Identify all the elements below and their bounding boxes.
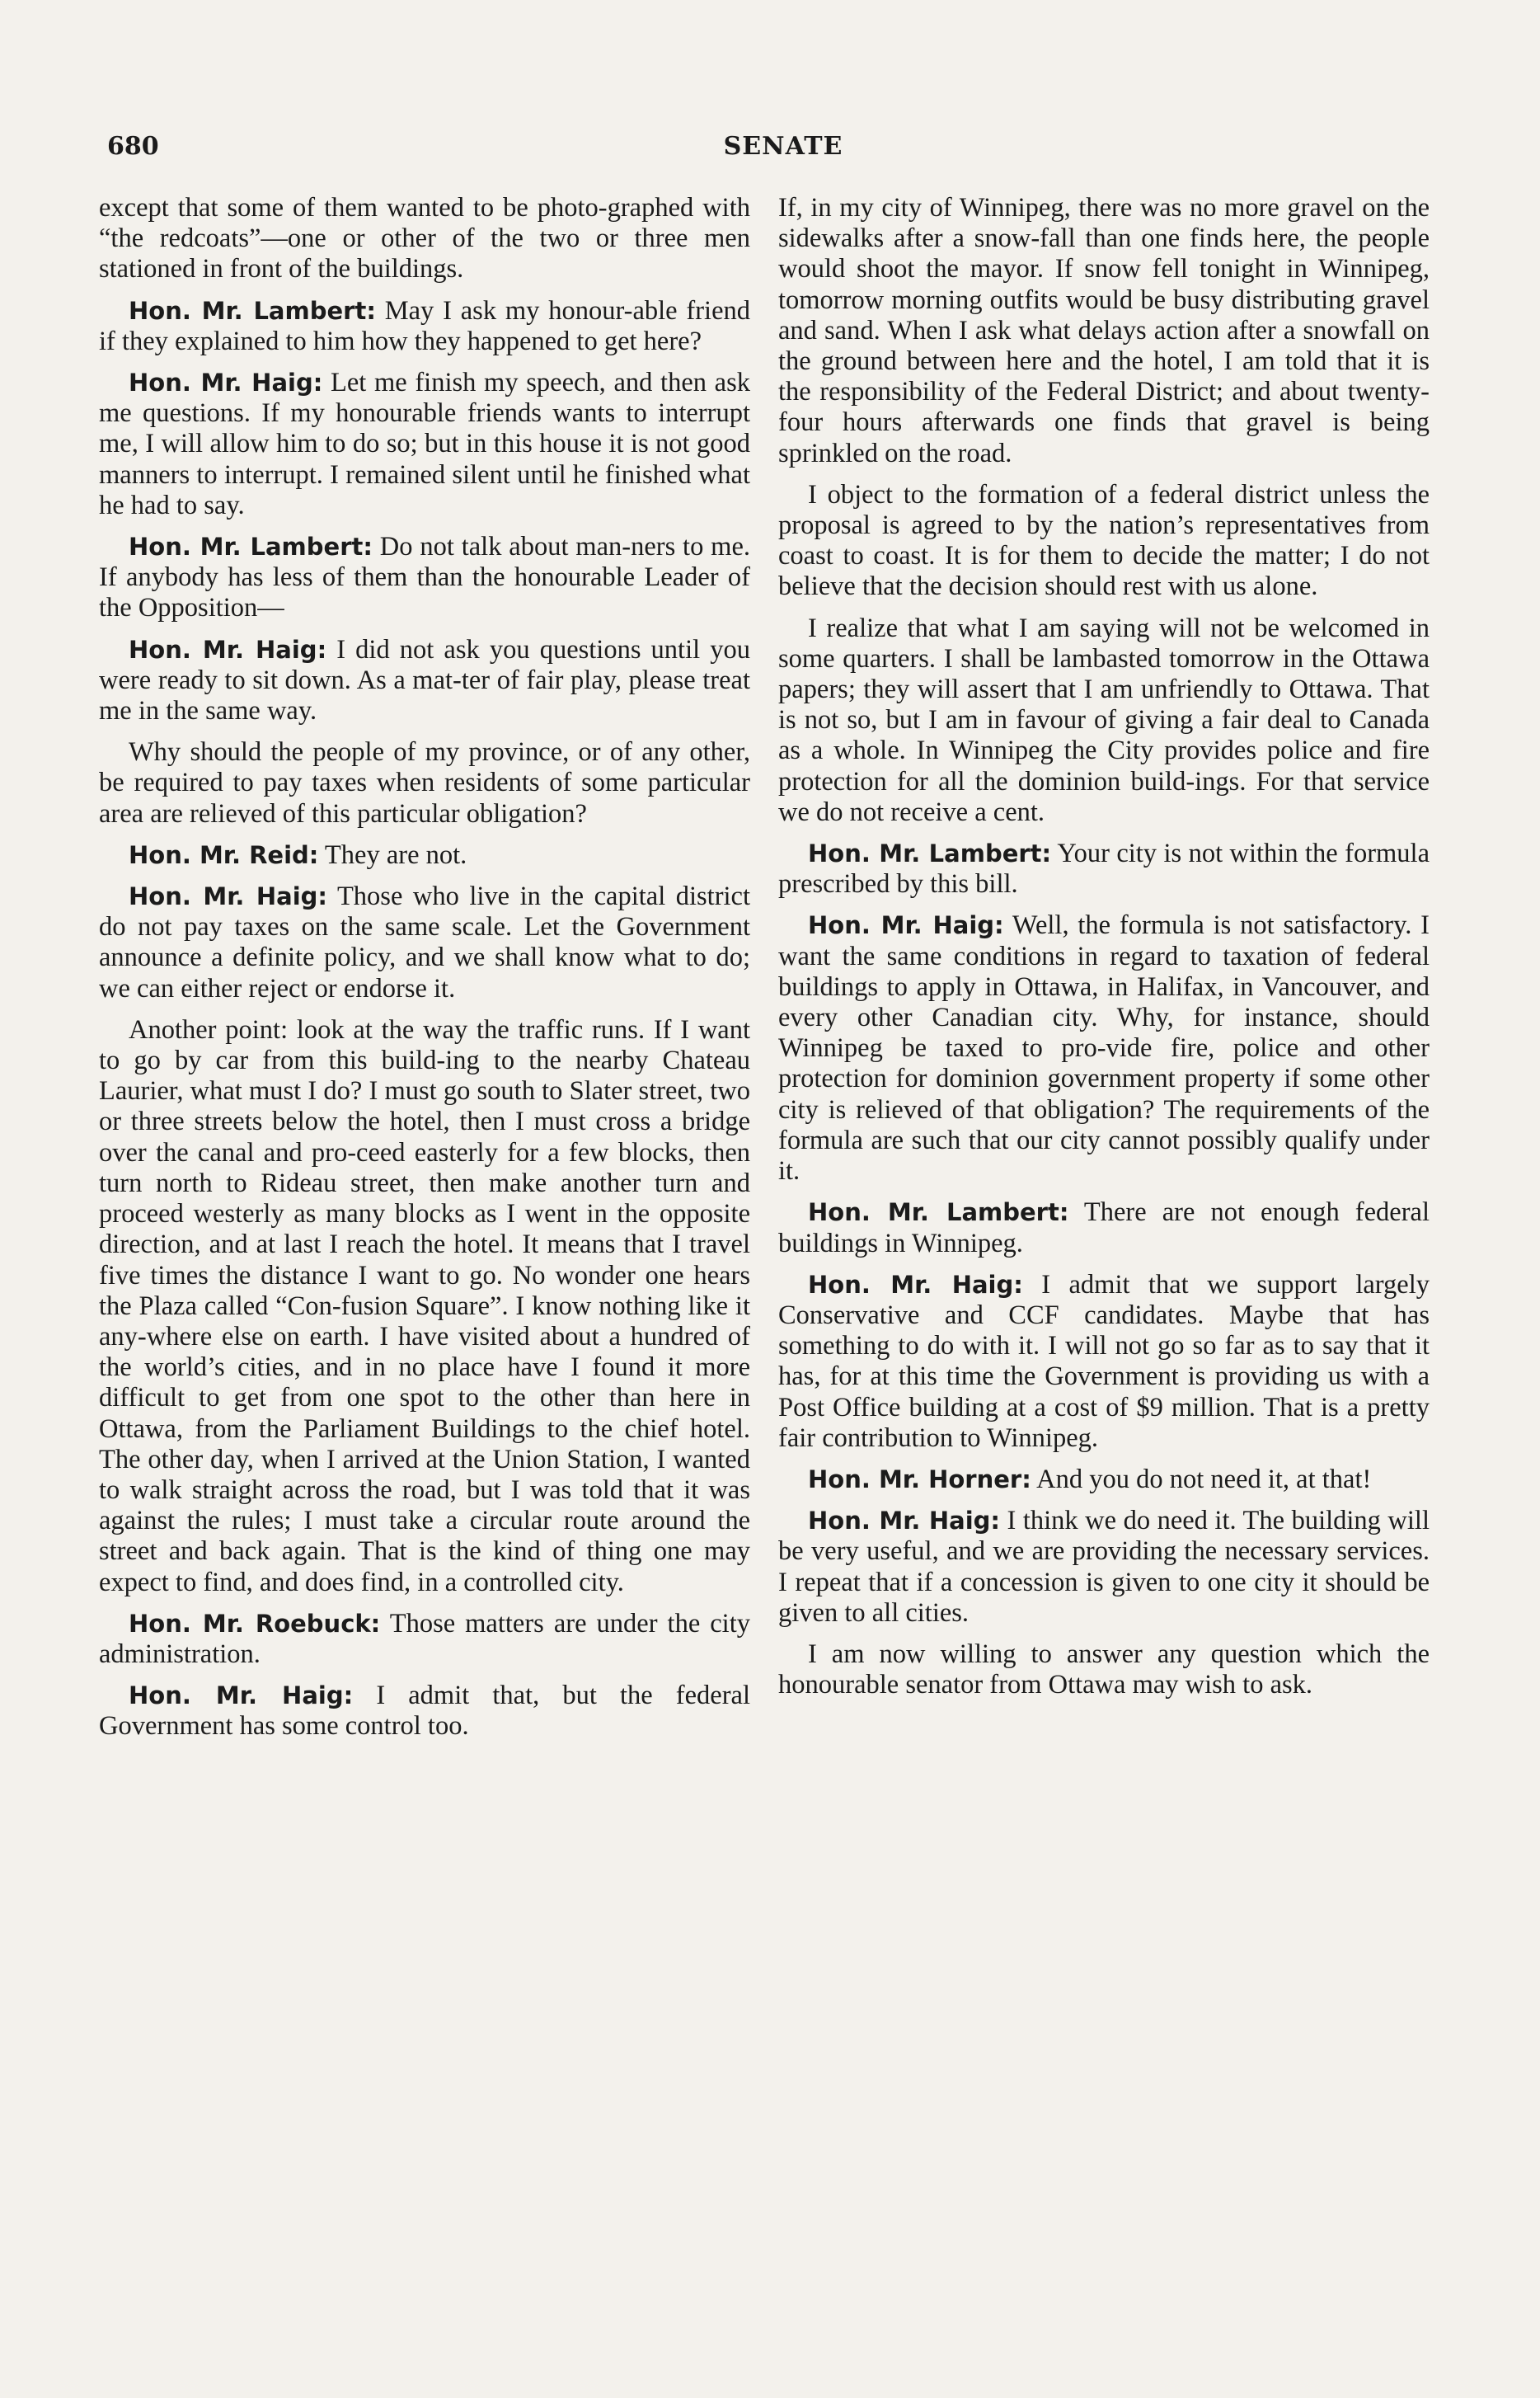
speech-paragraph xyxy=(99,882,750,1004)
text-paragraph xyxy=(778,193,1430,469)
right-column xyxy=(778,193,1430,1711)
paragraph-text: They are not. xyxy=(318,839,467,870)
running-head: SENATE xyxy=(723,132,843,161)
text-paragraph xyxy=(778,614,1430,828)
paragraph-text: May I ask my honour-able friend if they explained to him how they happened to get here? xyxy=(99,295,750,356)
paragraph-text: Well, the formula is not satisfactory. I want the same conditions in regard to taxation of federal buildings to apply in Ottawa, in Halifax, in Vancouver, and every other Canadian city. Why, for instance, should Winnipeg be taxed to pro-vide fire, police and other protection for dominion government property if some other city is relieved of that obligation? The requirements of the formula are such that our city cannot possibly qualify under it. xyxy=(778,910,1430,1187)
speech-paragraph xyxy=(99,296,750,357)
paragraph-text: Those matters are under the city administration. xyxy=(99,1608,750,1669)
text-paragraph xyxy=(99,193,750,285)
paragraph-text: I am now willing to answer any question which the honourable senator from Ottawa may wish to ask. xyxy=(778,1639,1430,1700)
text-paragraph xyxy=(778,480,1430,603)
speaker-name: Hon. Mr. Lambert: xyxy=(808,1198,1069,1227)
speech-paragraph xyxy=(99,1609,750,1670)
paragraph-text: Those who live in the capital district do not pay taxes on the same scale. Let the Government announce a definite policy, and we shall know what to do; we can either reject or endorse it. xyxy=(99,882,751,1004)
text-paragraph xyxy=(99,1015,750,1598)
speech-paragraph xyxy=(778,910,1430,1187)
text-paragraph xyxy=(99,737,750,830)
speaker-name: Hon. Mr. Haig: xyxy=(129,1681,354,1710)
speech-paragraph xyxy=(778,1197,1430,1258)
paragraph-text: And you do not need it, at that! xyxy=(1031,1464,1372,1494)
paragraph-text: There are not enough federal buildings in Winnipeg. xyxy=(778,1197,1430,1258)
speech-paragraph xyxy=(778,1270,1430,1454)
speaker-name: Hon. Mr. Roebuck: xyxy=(129,1609,381,1638)
speaker-name: Hon. Mr. Reid: xyxy=(129,840,319,869)
paragraph-text: I object to the formation of a federal district unless the proposal is agreed to by the nation’s representatives from coast to coast. It is for them to decide the matter; I do not believe that the decision should rest with us alone. xyxy=(778,479,1430,602)
speaker-name: Hon. Mr. Haig: xyxy=(808,1270,1023,1299)
speaker-name: Hon. Mr. Haig: xyxy=(808,1507,1000,1535)
speaker-name: Hon. Mr. Haig: xyxy=(808,911,1004,940)
page-number: 680 xyxy=(107,132,159,161)
paragraph-text: Why should the people of my province, or of any other, be required to pay taxes when residents of some particular area are relieved of this particular obligation? xyxy=(99,737,750,829)
speech-paragraph xyxy=(778,1506,1430,1629)
paragraph-text: If, in my city of Winnipeg, there was no more gravel on the sidewalks after a snow-fall than one finds here, the people would shoot the mayor. If snow fell tonight in Winnipeg, tomorrow morning outfits would be busy distributing gravel and sand. When I ask what delays action after a snowfall on the ground between here and the hotel, I am told that it is the responsibility of the Federal District; and about twenty-four hours afterwards one finds that gravel is being sprinkled on the road. xyxy=(778,193,1430,468)
paragraph-text: Another point: look at the way the traffic runs. If I want to go by car from this build-ing to the nearby Chateau Laurier, what must I do? I must go south to Slater street, two or three streets below the hotel, then I must cross a bridge over the canal and pro-ceed easterly for a few blocks, then turn north to Rideau street, then make another turn and proceed westerly as many blocks as I went in the opposite direction, and at last I reach the hotel. It means that I travel five times the distance I want to go. No wonder one hears the Plaza called “Con-fusion Square”. I know nothing like it any-where else on earth. I have visited about a hundred of the world’s cities, and in no place have I found it more difficult to get from one spot to the other than here in Ottawa, from the Parliament Buildings to the chief hotel. The other day, when I arrived at the Union Station, I wanted to walk straight across the road, but I was told that it was against the rules; I must take a circular route around the street and back again. That is the kind of thing one may expect to find, and does find, in a controlled city. xyxy=(99,1014,750,1597)
paragraph-text: I think we do need it. The building will be very useful, and we are providing the necessary services. I repeat that if a concession is given to one city it should be given to all cities. xyxy=(778,1506,1430,1628)
speaker-name: Hon. Mr. Lambert: xyxy=(129,296,376,325)
speaker-name: Hon. Mr. Horner: xyxy=(808,1465,1031,1493)
speech-paragraph xyxy=(99,635,750,727)
speech-paragraph xyxy=(99,1681,750,1742)
speech-paragraph xyxy=(778,1465,1430,1495)
paragraph-text: Let me finish my speech, and then ask me questions. If my honourable friends wants to interrupt me, I will allow him to do so; but in this house it is not good manners to interrupt. I remained silent until he finished what he had to say. xyxy=(99,368,750,520)
speech-paragraph xyxy=(99,532,750,624)
left-column xyxy=(99,193,750,1753)
speaker-name: Hon. Mr. Lambert: xyxy=(129,533,373,562)
paragraph-text: Do not talk about man-ners to me. If anybody has less of them than the honourable Leader of the Opposition— xyxy=(99,532,750,623)
paragraph-text: I did not ask you questions until you were ready to sit down. As a mat-ter of fair play, please treat me in the same way. xyxy=(99,634,750,726)
speaker-name: Hon. Mr. Haig: xyxy=(129,369,323,397)
speaker-name: Hon. Mr. Haig: xyxy=(129,635,327,664)
paragraph-text: Your city is not within the formula prescribed by this bill. xyxy=(778,839,1430,900)
speaker-name: Hon. Mr. Haig: xyxy=(129,882,328,911)
page-header xyxy=(107,132,1459,165)
speech-paragraph xyxy=(99,368,750,521)
paragraph-text: except that some of them wanted to be photo-graphed with “the redcoats”—one or other of the two or three men stationed in front of the buildings. xyxy=(99,193,750,284)
speaker-name: Hon. Mr. Lambert: xyxy=(808,839,1052,868)
paragraph-text: I admit that, but the federal Government has some control too. xyxy=(99,1681,750,1742)
text-paragraph xyxy=(778,1639,1430,1700)
speech-paragraph xyxy=(778,839,1430,900)
paragraph-text: I admit that we support largely Conservative and CCF candidates. Maybe that has something to do with it. I will not go so far as to say that it has, for at this time the Government is providing us with a Post Office building at a cost of $9 million. That is a pretty fair contribution to Winnipeg. xyxy=(778,1269,1430,1453)
speech-paragraph xyxy=(99,840,750,871)
paragraph-text: I realize that what I am saying will not be welcomed in some quarters. I shall be lambasted tomorrow in the Ottawa papers; they will assert that I am unfriendly to Ottawa. That is not so, but I am in favour of giving a fair deal to Canada as a whole. In Winnipeg the City provides police and fire protection for all the dominion build-ings. For that service we do not receive a cent. xyxy=(778,613,1430,827)
